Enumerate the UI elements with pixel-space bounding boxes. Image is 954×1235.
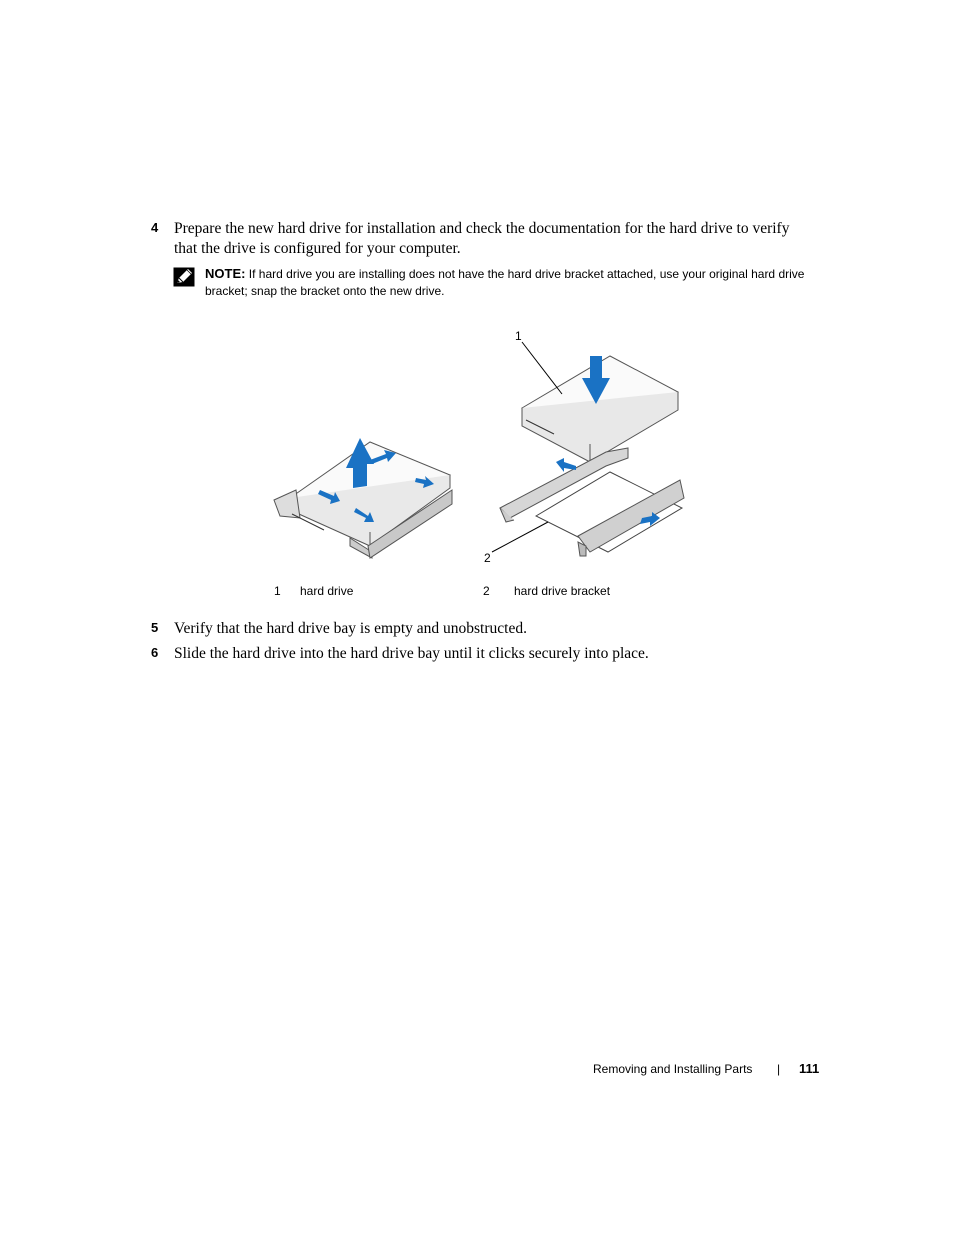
step-6	[151, 644, 811, 664]
step-5	[151, 619, 811, 639]
legend-label: hard drive bracket	[514, 584, 611, 598]
callout-1-label: 1	[515, 329, 522, 343]
step-text: Prepare the new hard drive for installation and check the documentation for the hard drive to verify that the drive is configured for your computer.	[174, 220, 790, 257]
note-text: If hard drive you are installing does not have the hard drive bracket attached, use your original hard drive bracket; snap the bracket onto the new drive.	[205, 267, 805, 298]
note-label: NOTE:	[205, 266, 246, 281]
legend-number: 1	[274, 584, 281, 598]
step-4	[151, 219, 811, 259]
hard-drive-bracket-drawing	[500, 448, 684, 556]
hard-drive-illustration	[260, 320, 700, 570]
callout-2-leader	[492, 522, 548, 552]
step-text: Verify that the hard drive bay is empty and unobstructed.	[174, 620, 527, 637]
legend-item-1	[274, 584, 281, 598]
step-number: 5	[151, 620, 159, 635]
footer-section-title: Removing and Installing Parts	[593, 1062, 753, 1076]
step-number: 6	[151, 645, 159, 660]
note-box	[173, 265, 813, 300]
step-number: 4	[151, 220, 159, 235]
step-text: Slide the hard drive into the hard drive bay until it clicks securely into place.	[174, 645, 649, 662]
legend-number: 2	[483, 584, 490, 598]
callout-1-leader	[522, 342, 562, 394]
page-number: 111	[799, 1061, 820, 1076]
legend-item-1-label	[300, 584, 353, 598]
legend-item-2	[483, 584, 490, 598]
callout-2-label: 2	[484, 551, 491, 565]
footer-separator: |	[777, 1062, 781, 1076]
legend-item-2-label	[514, 584, 610, 598]
note-pencil-icon	[173, 267, 195, 287]
legend-label: hard drive	[300, 584, 354, 598]
